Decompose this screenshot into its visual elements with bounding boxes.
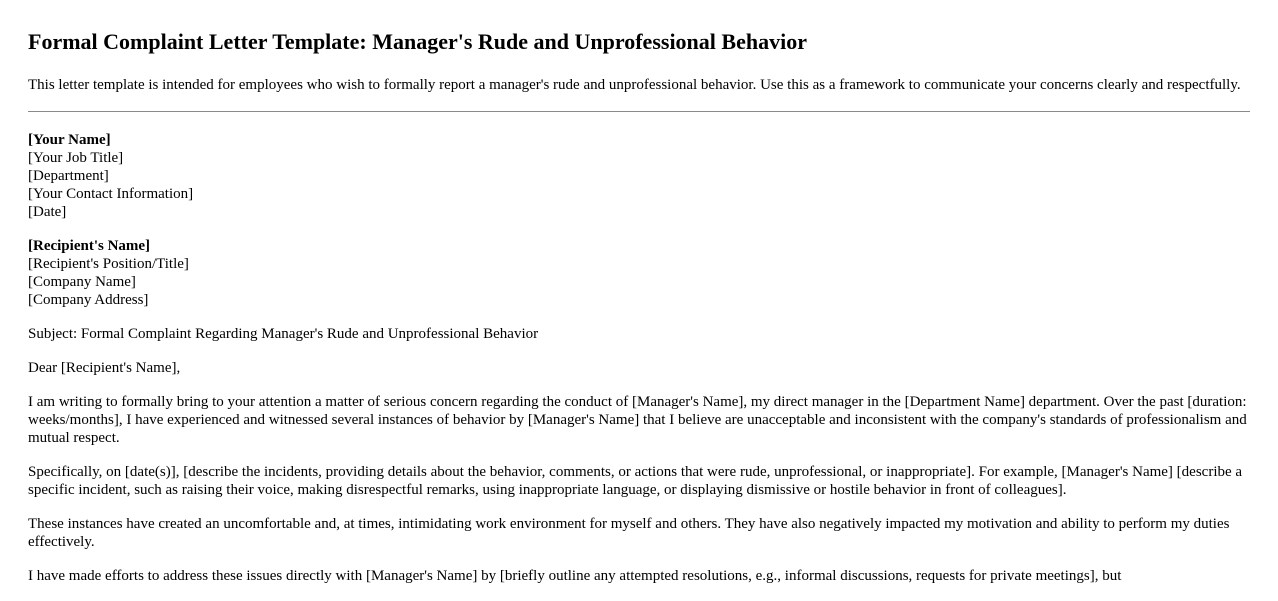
recipient-block	[28, 237, 1250, 309]
sender-date: [Date]	[28, 204, 67, 220]
sender-contact: [Your Contact Information]	[28, 186, 194, 202]
sender-department: [Department]	[28, 168, 109, 184]
body-paragraph-4: I have made efforts to address these issues directly with [Manager's Name] by [briefly outline any attempted resolutions, e.g., informal discussions, requests for private meetings], but	[28, 568, 1122, 584]
subject-line: Subject: Formal Complaint Regarding Manager's Rude and Unprofessional Behavior	[28, 326, 539, 342]
recipient-address: [Company Address]	[28, 292, 149, 308]
body-paragraph-2: Specifically, on [date(s)], [describe the incidents, providing details about the behavior, comments, or actions that were rude, unprofessional, or inappropriate]. For example, [Manager's Name] [describe a specific incident, such as raising their voice, making disrespectful remarks, using inappropriate language, or displaying dismissive or hostile behavior in front of colleagues].	[28, 464, 1243, 498]
salutation: Dear [Recipient's Name],	[28, 360, 181, 376]
divider	[28, 111, 1250, 112]
page-title: Formal Complaint Letter Template: Manager's Rude and Unprofessional Behavior	[28, 29, 807, 54]
body-paragraph-3: These instances have created an uncomfortable and, at times, intimidating work environment for myself and others. They have also negatively impacted my motivation and ability to perform my duties effectively.	[28, 516, 1230, 550]
recipient-name: [Recipient's Name]	[28, 238, 151, 254]
sender-block	[28, 131, 1250, 221]
recipient-position: [Recipient's Position/Title]	[28, 256, 189, 272]
body-paragraph-1: I am writing to formally bring to your attention a matter of serious concern regarding the conduct of [Manager's Name], my direct manager in the [Department Name] department. Over the past [duration: weeks/months], I have experienced and witnessed several instances of behavior by [Manager's Name] that I believe are unacceptable and inconsistent with the company's standards of professionalism and mutual respect.	[28, 394, 1247, 446]
sender-name: [Your Name]	[28, 132, 111, 148]
sender-job-title: [Your Job Title]	[28, 150, 124, 166]
recipient-company: [Company Name]	[28, 274, 136, 290]
intro-paragraph: This letter template is intended for employees who wish to formally report a manager's rude and unprofessional behavior. Use this as a framework to communicate your concerns clearly and respectfully.	[28, 77, 1241, 93]
